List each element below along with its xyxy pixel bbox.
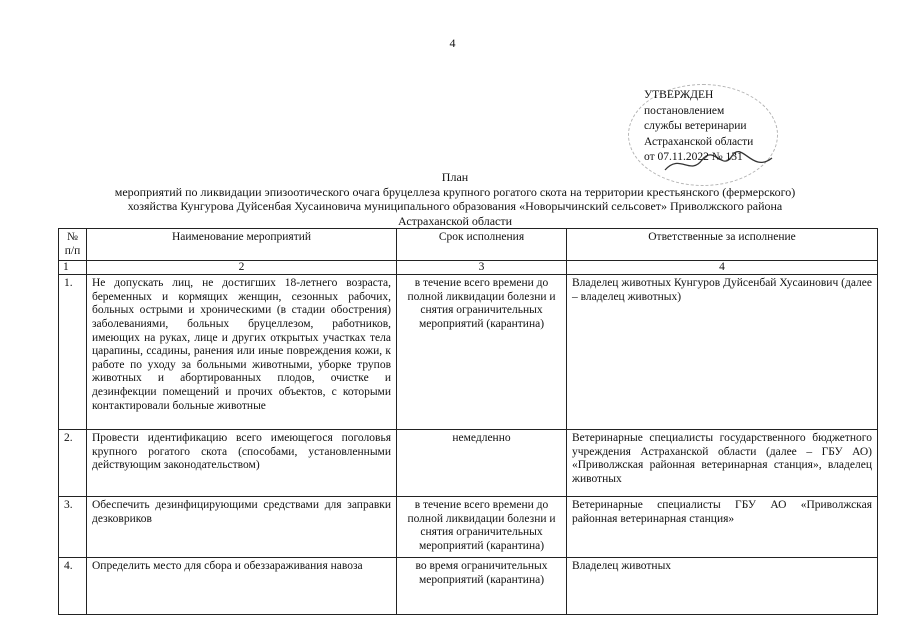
approval-line: Астраханской области [644,135,754,148]
header-responsible: Ответственные за исполнение [567,229,878,261]
table-row [59,275,878,430]
table-row [59,430,878,497]
row-deadline: во время ограничительных мероприятий (карантина) [397,558,567,615]
column-number: 1 [59,261,87,275]
row-deadline: немедленно [397,430,567,497]
header-activity: Наименование мероприятий [87,229,397,261]
approval-block [644,88,753,166]
approval-line: постановлением [644,104,725,117]
row-deadline: в течение всего времени до полной ликвидации болезни и снятия ограничительных мероприятий (карантина) [397,275,567,430]
approval-line: УТВЕРЖДЕН [644,89,714,101]
title-line: мероприятий по ликвидации эпизоотического очага бруцеллеза крупного рогатого скота на территории крестьянского (фермерского) [114,184,796,199]
row-deadline: в течение всего времени до полной ликвидации болезни и снятия ограничительных мероприятий (карантина) [397,497,567,558]
row-num: 4. [59,558,87,615]
table-row [59,497,878,558]
document-title [40,170,870,228]
title-line: хозяйства Кунгурова Дуйсенбая Хусаиновича муниципального образования «Новорычинский сельсовет» Приволжского района [127,199,783,213]
page-number: 4 [449,36,456,50]
title-line: План [441,170,469,184]
row-activity: Не допускать лиц, не достигших 18-летнего возраста, беременных и кормящих женщин, сезонных рабочих, больных острыми и хроническими (в стадии обострения) заболеваниями, больных бруцеллезом, работников, имеющих на руках, лице и других открытых участках тела царапины, ссадины, ранения или иные повреждения кожи, к работе по уходу за больными животными, уборке трупов животных и абортированных плодов, очистке и дезинфекции помещений и прочих объектов, с которыми контактировали больные животные [87,275,397,430]
column-number: 2 [87,261,397,275]
table-row [59,558,878,615]
header-deadline: Срок исполнения [397,229,567,261]
plan-table [58,228,878,615]
row-responsible: Ветеринарные специалисты государственного бюджетного учреждения Астраханской области (далее – ГБУ АО) «Приволжская районная ветеринарная станция», владелец животных [567,430,878,497]
row-responsible: Владелец животных [567,558,878,615]
row-activity: Определить место для сбора и обеззараживания навоза [87,558,397,615]
approval-line: службы ветеринарии [644,120,747,132]
row-num: 2. [59,430,87,497]
header-num: № п/п [59,229,87,261]
row-responsible: Ветеринарные специалисты ГБУ АО «Приволжская районная ветеринарная станция» [567,497,878,558]
row-activity: Обеспечить дезинфицирующими средствами для заправки дезковриков [87,497,397,558]
column-number: 4 [567,261,878,275]
approval-line: от 07.11.2022 № 131 [644,151,743,163]
row-num: 3. [59,497,87,558]
title-line: Астраханской области [397,213,513,228]
row-activity: Провести идентификацию всего имеющегося поголовья крупного рогатого скота (способами, установленными действующим законодательством) [87,430,397,497]
column-number-row [59,261,878,275]
row-num: 1. [59,275,87,430]
table-header-row [59,229,878,261]
row-responsible: Владелец животных Кунгуров Дуйсенбай Хусаинович (далее – владелец животных) [567,275,878,430]
column-number: 3 [397,261,567,275]
